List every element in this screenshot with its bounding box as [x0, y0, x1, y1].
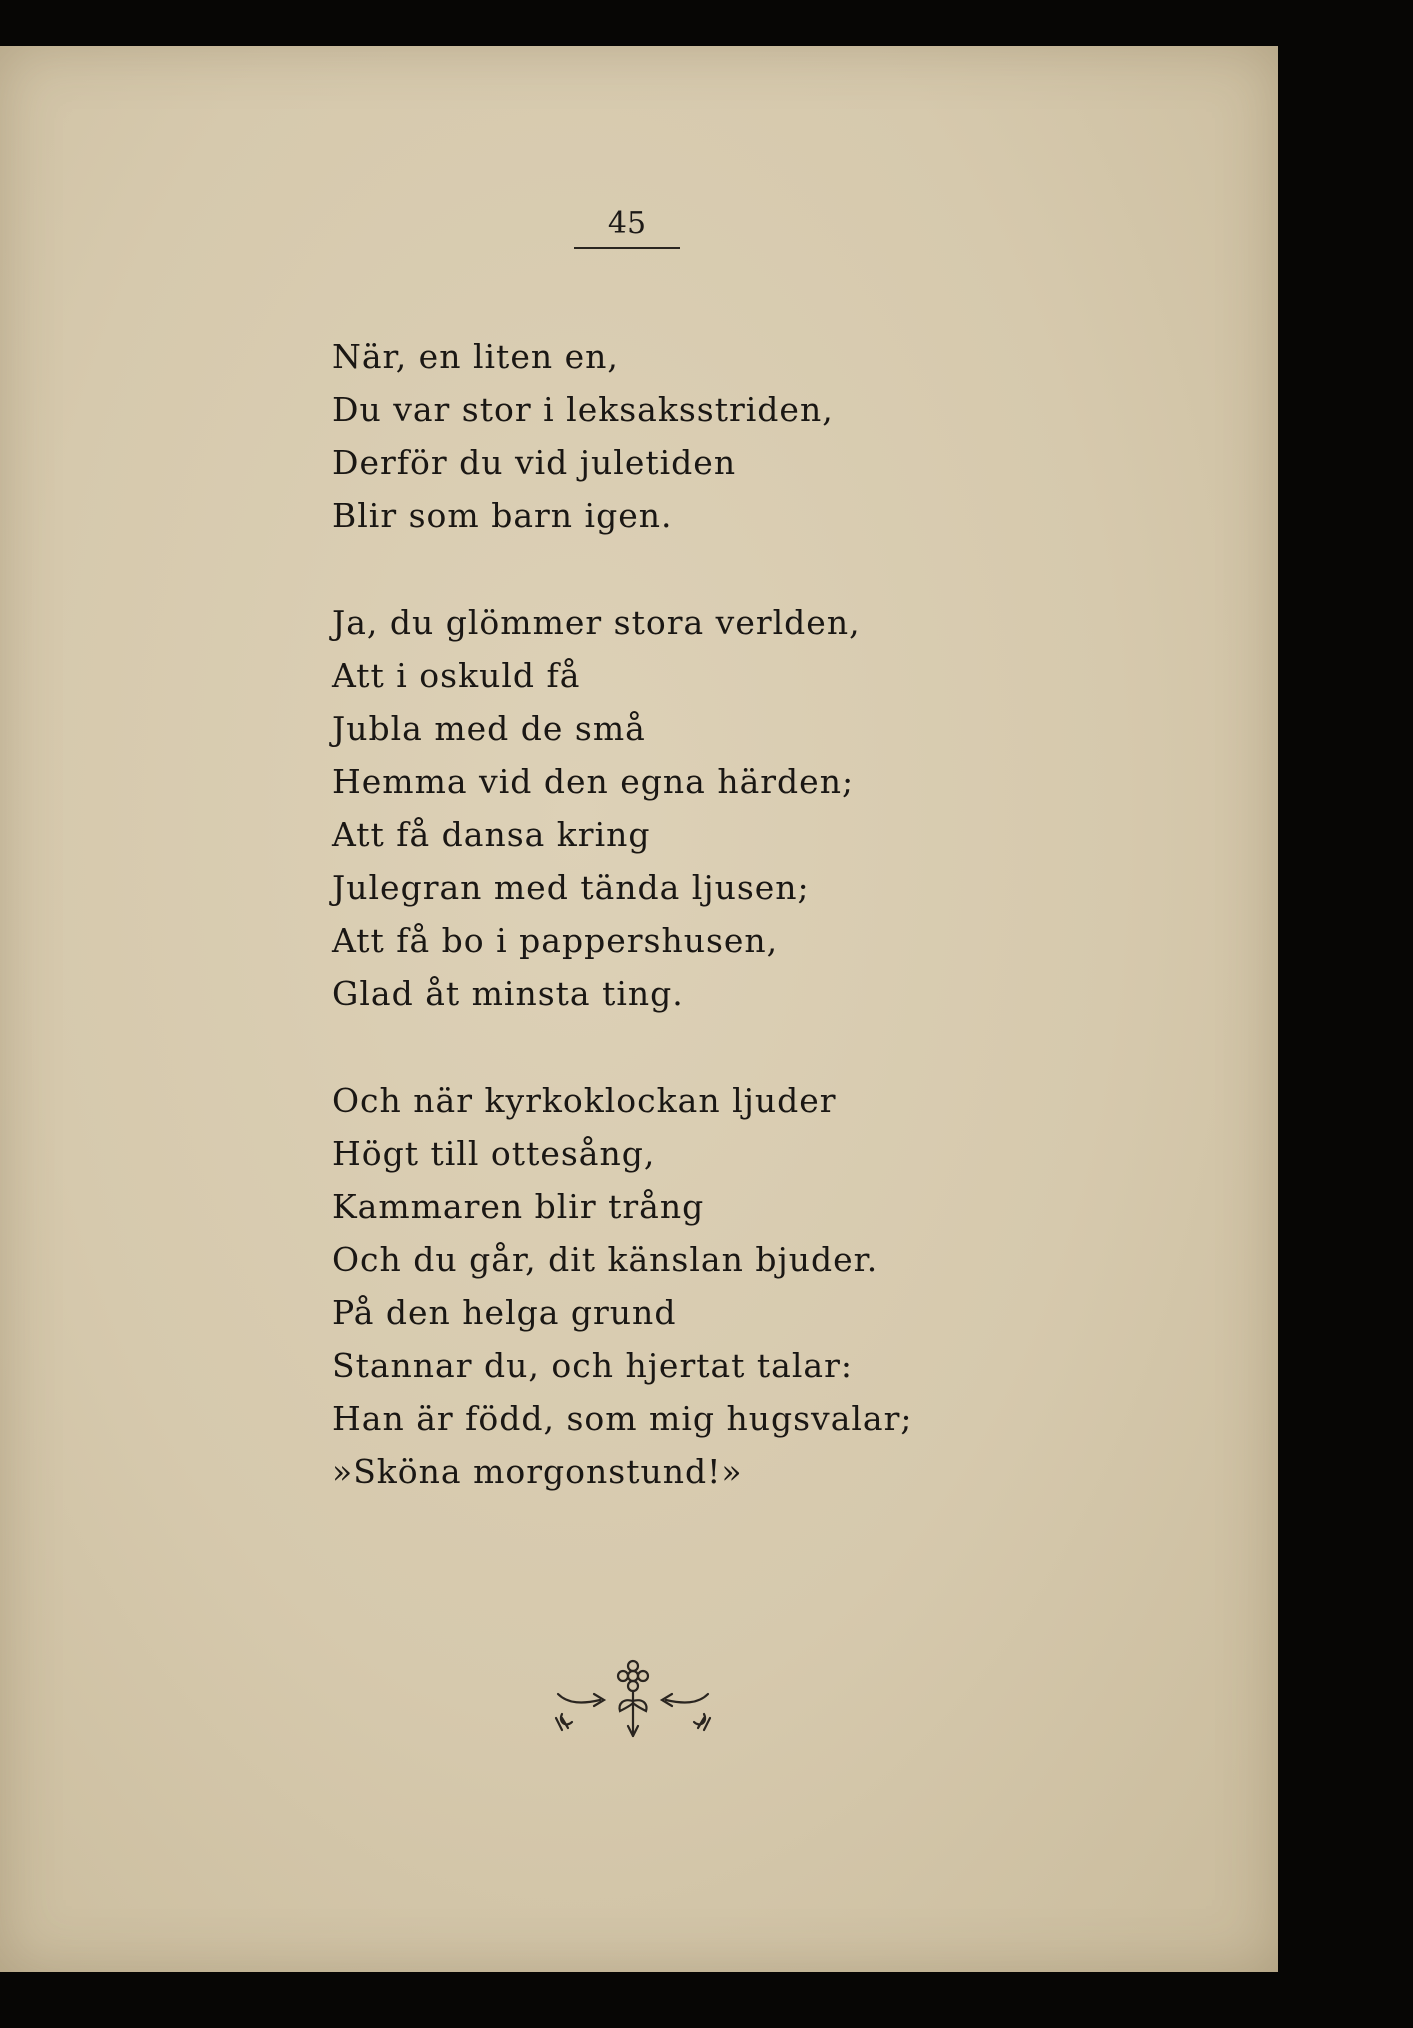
poem-line: Kammaren blir trång: [332, 1187, 705, 1226]
poem-line: Glad åt minsta ting.: [332, 974, 684, 1013]
poem-line: Och när kyrkoklockan ljuder: [332, 1081, 837, 1120]
poem-line: Hemma vid den egna härden;: [332, 762, 855, 801]
poem-line: Högt till ottesång,: [332, 1134, 656, 1173]
poem-line: Jubla med de små: [332, 709, 646, 748]
poem-line: På den helga grund: [332, 1293, 677, 1332]
poem-line: Julegran med tända ljusen;: [332, 868, 810, 907]
stanza-2: [332, 596, 913, 1020]
poem-line: Ja, du glömmer stora verlden,: [332, 603, 861, 642]
poem-line: Stannar du, och hjertat talar:: [332, 1346, 853, 1385]
poem-line: Att få dansa kring: [332, 815, 651, 854]
page-number: 45: [574, 206, 680, 249]
poem-line: Att i oskuld få: [332, 656, 581, 695]
poem-line: Du var stor i leksaksstriden,: [332, 390, 834, 429]
poem-line: Derför du vid juletiden: [332, 443, 737, 482]
poem: [332, 330, 913, 1552]
book-page: [0, 46, 1278, 1972]
poem-line: Att få bo i pappershusen,: [332, 921, 779, 960]
stanza-3: [332, 1074, 913, 1498]
poem-line: Han är född, som mig hugsvalar;: [332, 1399, 913, 1438]
poem-line: Och du går, dit känslan bjuder.: [332, 1240, 879, 1279]
poem-line: När, en liten en,: [332, 337, 619, 376]
stanza-1: [332, 330, 913, 542]
poem-line: Blir som barn igen.: [332, 496, 673, 535]
poem-line: »Sköna morgonstund!»: [332, 1452, 743, 1491]
floral-ornament-icon: [548, 1656, 718, 1746]
